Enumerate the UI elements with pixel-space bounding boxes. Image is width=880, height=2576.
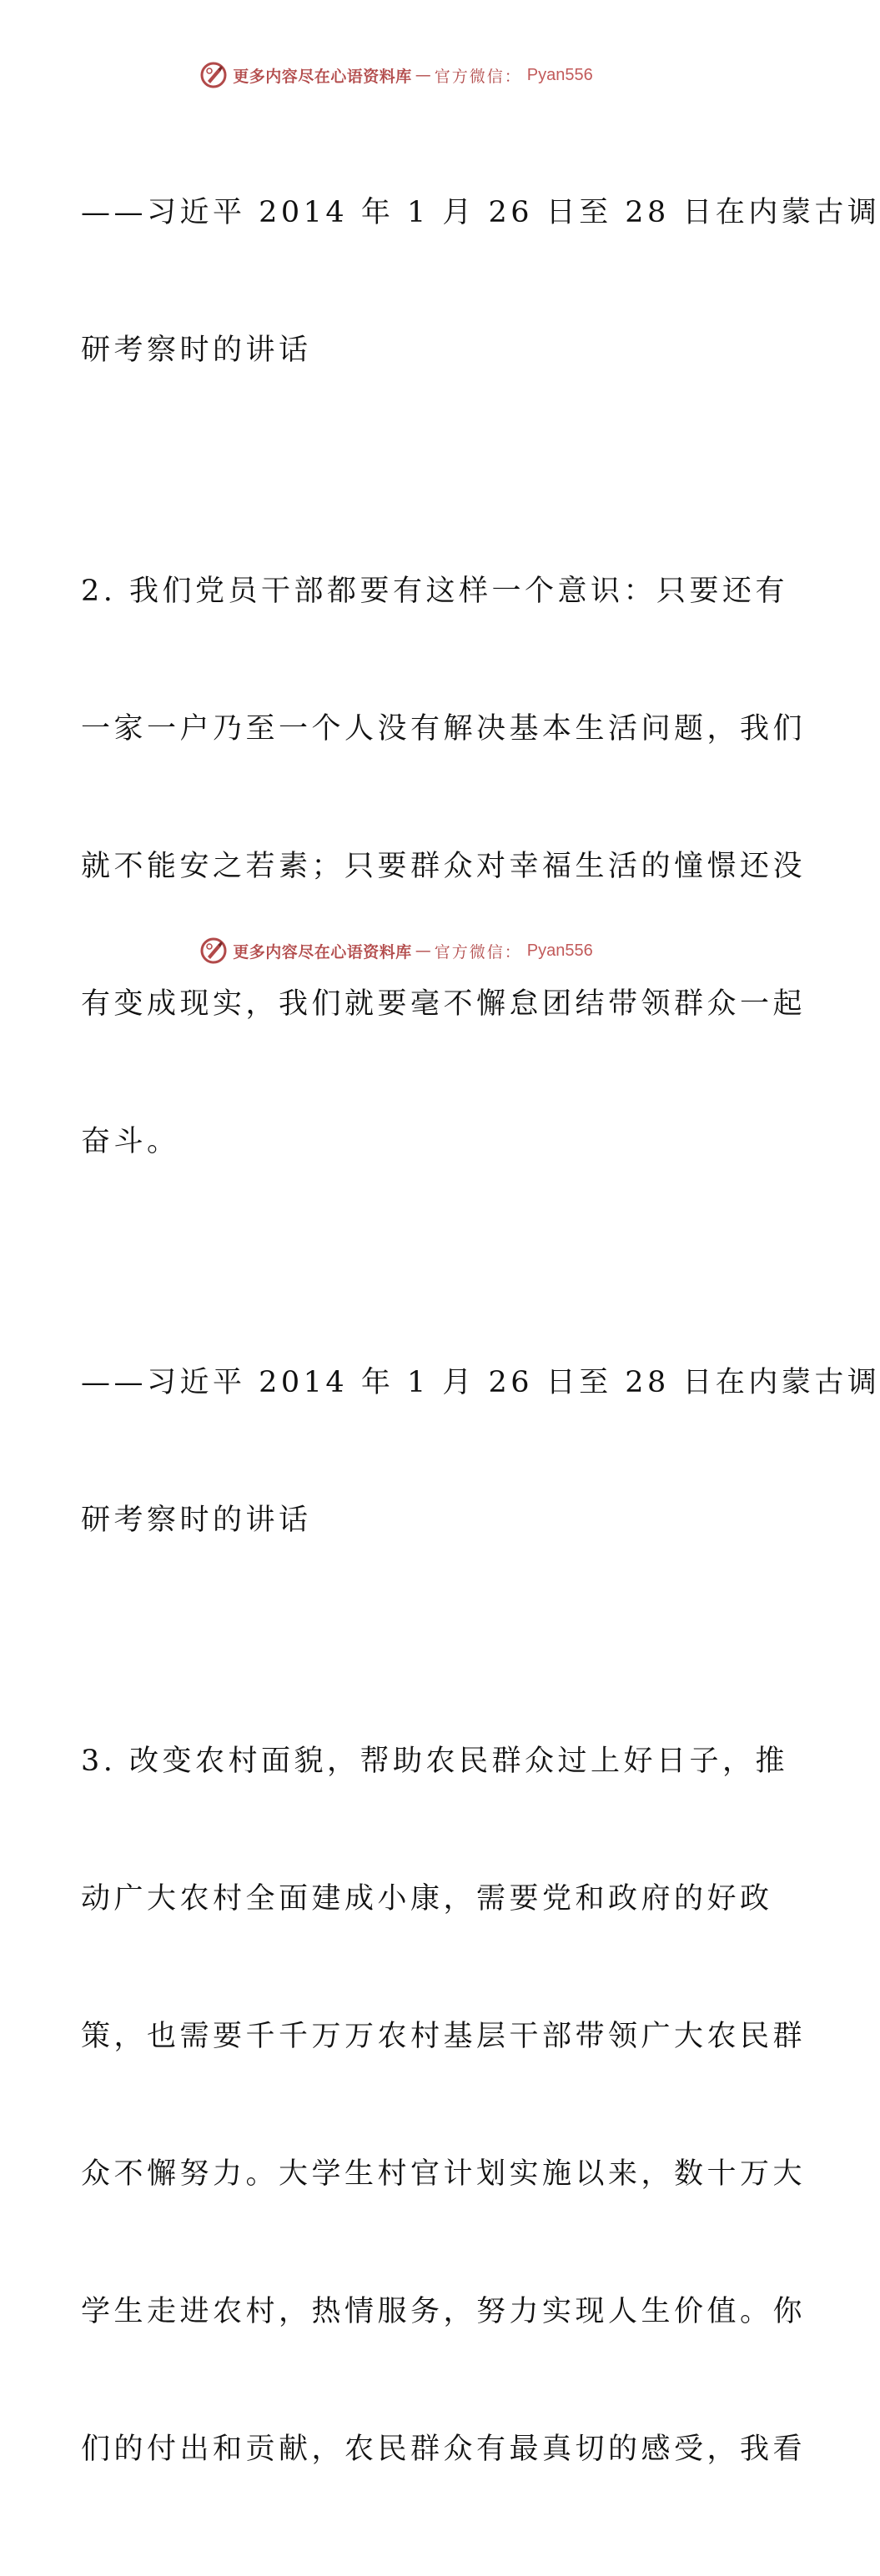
document-body [81, 98, 880, 2576]
text-line: 奋斗。 [81, 1125, 180, 1158]
pen-swirl-logo-icon [199, 936, 228, 965]
text-line: 动广大农村全面建成小康，需要党和政府的好政 [81, 1882, 773, 1916]
text-line: ——习近平 2014 年 1 月 26 日至 28 日在内蒙古调 [81, 1366, 880, 1399]
text-line: 3. 改变农村面貌，帮助农民群众过上好日子，推 [81, 1745, 789, 1778]
pen-swirl-logo-icon [199, 61, 228, 89]
paragraph-attribution-1 [81, 98, 880, 465]
text-line: 们的付出和贡献，农民群众有最真切的感受，我看 [81, 2433, 807, 2466]
text-line: 一家一户乃至一个人没有解决基本生活问题，我们 [81, 712, 807, 746]
wechat-label: 官方微信： [434, 67, 522, 86]
text-line: 众不懈努力。大学生村官计划实施以来，数十万大 [81, 2157, 807, 2191]
text-line: ——习近平 2014 年 1 月 26 日至 28 日在内蒙古调 [81, 196, 880, 229]
text-line: 2. 我们党员干部都要有这样一个意识：只要还有 [81, 575, 789, 608]
text-line: 策，也需要千千万万农村基层干部带领广大农民群 [81, 2020, 807, 2053]
brand-text: 更多内容尽在心语资料库 [233, 67, 412, 86]
text-line: 研考察时的讲话 [81, 334, 312, 367]
paragraph-quote-2 [81, 477, 807, 1257]
footer-watermark-banner [0, 934, 792, 967]
text-line: 学生走进农村，热情服务，努力实现人生价值。你 [81, 2295, 807, 2328]
paragraph-attribution-2 [81, 1268, 880, 1635]
wechat-id: Pyan556 [526, 65, 593, 84]
text-line: 就不能安之若素；只要群众对幸福生活的憧憬还没 [81, 850, 807, 883]
wechat-id: Pyan556 [526, 941, 593, 960]
wechat-label: 官方微信： [434, 942, 522, 962]
paragraph-quote-3 [81, 1647, 807, 2564]
brand-text: 更多内容尽在心语资料库 [233, 942, 412, 962]
banner-separator: — [415, 942, 431, 960]
text-line: 有变成现实，我们就要毫不懈怠团结带领群众一起 [81, 987, 807, 1021]
text-line: 研考察时的讲话 [81, 1504, 312, 1537]
banner-separator: — [415, 66, 431, 84]
header-watermark-banner [0, 58, 792, 92]
